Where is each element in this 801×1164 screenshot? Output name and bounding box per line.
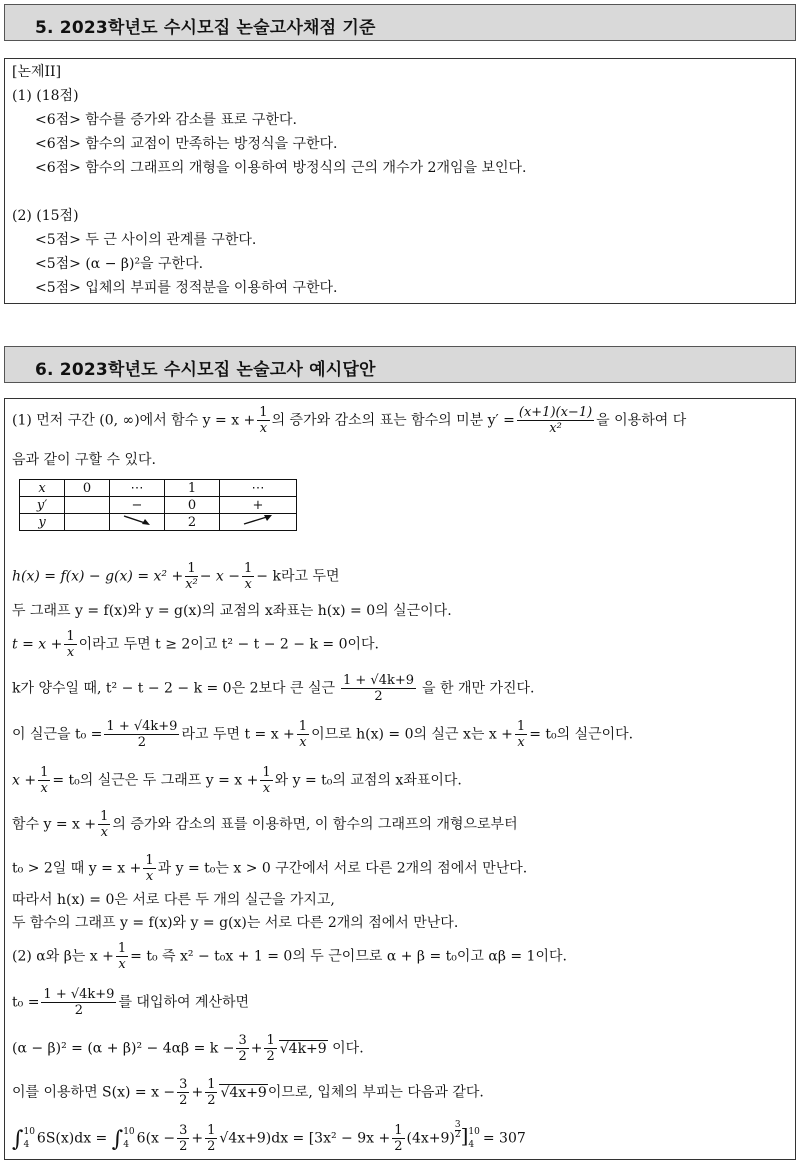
x-root-statement: x + $\frac{1}{x}$ = t₀의 실근은 두 그래프 y = x + $\frac{1}{x}$ 와 y = t₀의 교점의 x좌표이다. bbox=[12, 765, 462, 796]
criterion-item: <6점> 함수를 증가와 감소를 표로 구한다. bbox=[35, 112, 297, 128]
difference-squared-equation: (α − β)² = (α + β)² − 4αβ = k − $\frac{3}{2}$ + $\frac{1}{2}$ √4k+9 이다. bbox=[12, 1033, 364, 1064]
volume-integral-equation: ∫ 10 4 6S(x)dx = ∫ 10 4 6(x − $\frac{3}{2}$ + $\frac{1}{2}$ √4x+9)dx = [3x² − 9x + $\frac{1}{2}$ (4x+9) $\frac{3}{2}$ ] 10 4 = 307 bbox=[12, 1120, 526, 1155]
table-row: y′ − 0 + bbox=[20, 497, 297, 514]
t0-statement: 이 실근을 t₀ = $\frac{1 + √4k+9}{2}$ 라고 두면 t = x + $\frac{1}{x}$ 이므로 h(x) = 0의 실근 x는 x + $\frac{1}{x}$ = t₀의 실근이다. bbox=[12, 719, 634, 750]
table-row: y 2 bbox=[20, 514, 297, 531]
meeting-statement: t₀ > 2일 때 y = x + $\frac{1}{x}$ 과 y = t₀는 x > 0 구간에서 서로 다른 2개의 점에서 만난다. bbox=[12, 853, 528, 884]
answer-line-2: 음과 같이 구할 수 있다. bbox=[12, 452, 156, 468]
section5-title: 5. 2023학년도 수시모집 논술고사채점 기준 bbox=[35, 18, 376, 38]
increase-usage-statement: 함수 y = x + $\frac{1}{x}$ 의 증가와 감소의 표를 이용하면, 이 함수의 그래프의 개형으로부터 bbox=[12, 809, 518, 840]
fraction: $\frac{1}{x}$ bbox=[259, 405, 268, 436]
conclusion-line-2: 두 함수의 그래프 y = f(x)와 y = g(x)는 서로 다른 2개의 점에서 만난다. bbox=[12, 915, 459, 931]
criterion-item: <6점> 함수의 그래프의 개형을 이용하여 방정식의 근의 개수가 2개임을 보인다. bbox=[35, 160, 527, 176]
increasing-arrow-icon bbox=[220, 514, 297, 531]
t-definition: t = x + $\frac{1}{x}$ 이라고 두면 t ≥ 2이고 t² − t − 2 − k = 0이다. bbox=[12, 629, 379, 660]
part2-roots-statement: (2) α와 β는 x + $\frac{1}{x}$ = t₀ 즉 x² − t₀x + 1 = 0의 두 근이므로 α + β = t₀이고 αβ = 1이다. bbox=[12, 941, 567, 972]
criterion-item: <5점> (α − β)²을 구한다. bbox=[35, 256, 204, 272]
k-positive-statement: k가 양수일 때, t² − t − 2 − k = 0은 2보다 큰 실근 $\frac{1 + √4k+9}{2}$ 을 한 개만 가진다. bbox=[12, 673, 535, 704]
intersection-statement: 두 그래프 y = f(x)와 y = g(x)의 교점의 x좌표는 h(x) = 0의 실근이다. bbox=[12, 603, 452, 619]
grading-criteria-box bbox=[4, 58, 796, 304]
part1-heading: (1) (18점) bbox=[12, 88, 79, 104]
increase-decrease-table bbox=[19, 479, 297, 531]
section6-title: 6. 2023학년도 수시모집 논술고사 예시답안 bbox=[35, 360, 376, 380]
section5-header bbox=[4, 4, 796, 41]
criterion-item: <5점> 입체의 부피를 정적분을 이용하여 구한다. bbox=[35, 280, 338, 296]
derivative-fraction: $\frac{(x+1)(x-1)}{\text{x²}}$ bbox=[518, 405, 593, 436]
decreasing-arrow-icon bbox=[110, 514, 165, 531]
criterion-item: <5점> 두 근 사이의 관계를 구한다. bbox=[35, 232, 257, 248]
answer-line-1: (1) 먼저 구간 (0, ∞)에서 함수 y = x + $\frac{1}{x}$ 의 증가와 감소의 표는 함수의 미분 y′ = $\frac{(x+1)(x-1)}{\text{x²}}$ 을 이용하여 다 bbox=[12, 405, 687, 436]
criterion-item: <6점> 함수의 교점이 만족하는 방정식을 구한다. bbox=[35, 136, 338, 152]
sample-answer-box bbox=[4, 398, 796, 1160]
part2-heading: (2) (15점) bbox=[12, 208, 79, 224]
problem-label: [논제II] bbox=[12, 64, 62, 80]
h-definition: h(x) = f(x) − g(x) = x² + $\frac{1}{\text{x²}}$ − x − $\frac{1}{x}$ − k라고 두면 bbox=[12, 561, 340, 592]
conclusion-line-1: 따라서 h(x) = 0은 서로 다른 두 개의 실근을 가지고, bbox=[12, 892, 335, 908]
area-function-statement: 이를 이용하면 S(x) = x − $\frac{3}{2}$ + $\frac{1}{2}$ √4x+9이므로, 입체의 부피는 다음과 같다. bbox=[12, 1077, 484, 1108]
section6-header bbox=[4, 346, 796, 383]
substitution-statement: t₀ = $\frac{1 + √4k+9}{2}$ 를 대입하여 계산하면 bbox=[12, 987, 250, 1018]
table-row: x 0 ⋯ 1 ⋯ bbox=[20, 480, 297, 497]
